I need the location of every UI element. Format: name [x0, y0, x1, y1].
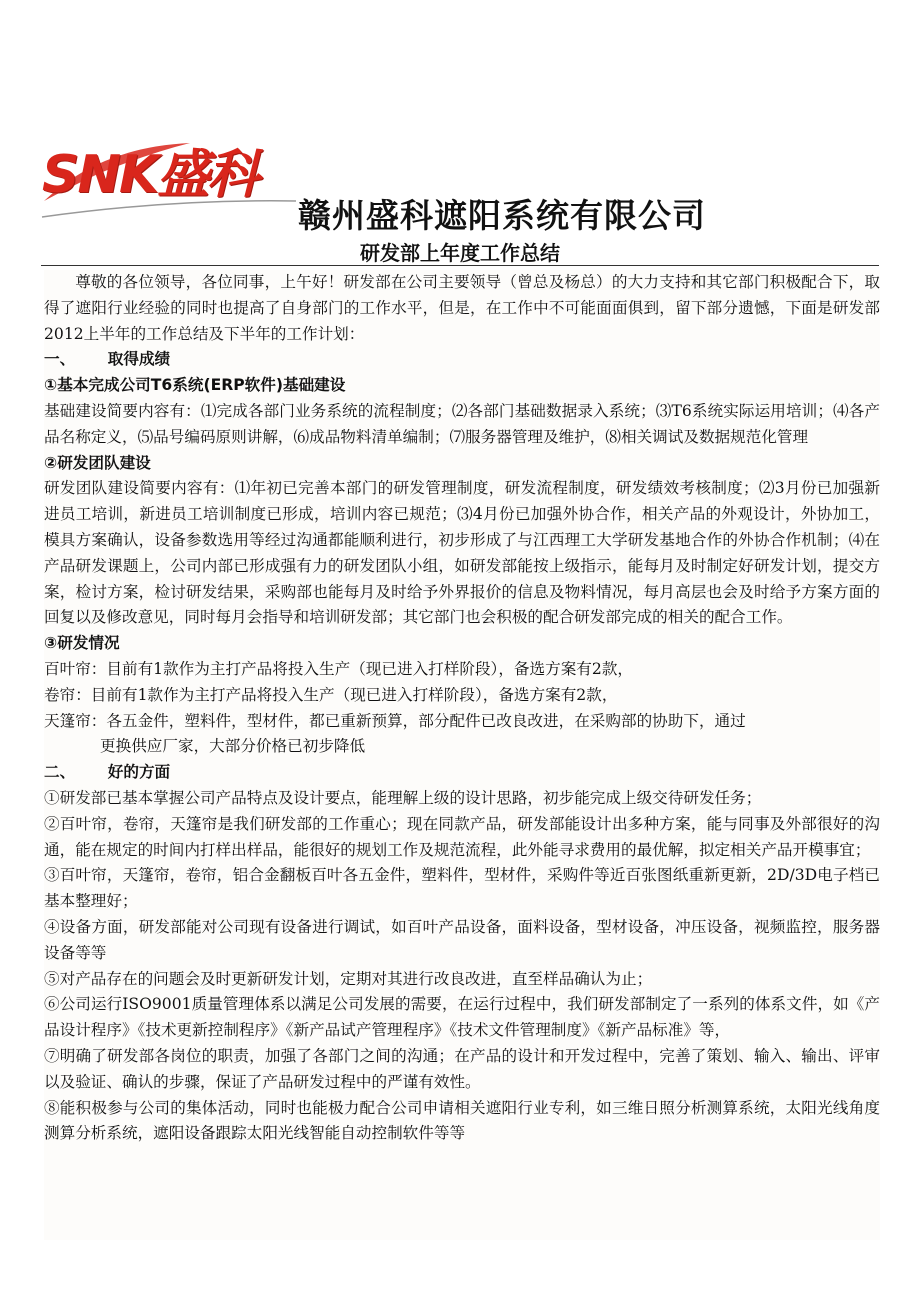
rd-line-continuation: 更换供应厂家，大部分价格已初步降低 [100, 737, 366, 756]
subsection-erp-title: ①基本完成公司T6系统(ERP软件)基础建设 [44, 376, 346, 395]
rd-line-skylight: 天篷帘：各五金件，塑料件，型材件，都已重新预算，部分配件已改良改进，在采购部的协助下，通过 [44, 711, 746, 730]
document-title: 研发部上年度工作总结 [360, 241, 560, 265]
list-item: ③百叶帘，天篷帘，卷帘，铝合金翻板百叶各五金件，塑料件，型材件，采购件等近百张图纸重新更新，2D/3D电子档已基本整理好； [44, 866, 880, 911]
list-item: ⑧能积极参与公司的集体活动，同时也能极力配合公司申请相关遮阳行业专利，如三维日照分析测算系统，太阳光线角度测算分析系统，遮阳设备跟踪太阳光线智能自动控制软件等等 [44, 1098, 880, 1143]
header-divider [41, 265, 879, 266]
list-item: ⑤对产品存在的问题会及时更新研发计划，定期对其进行改良改进，直至样品确认为止； [44, 969, 653, 988]
logo-text: SNK盛科 [42, 145, 258, 205]
section-1-heading: 一、 取得成绩 [44, 350, 171, 369]
section-2-heading: 二、 好的方面 [44, 763, 171, 782]
rd-line-blinds: 百叶帘：目前有1款作为主打产品将投入生产（现已进入打样阶段），备选方案有2款， [44, 659, 634, 678]
subsection-erp-text: 基础建设简要内容有：⑴完成各部门业务系统的流程制度；⑵各部门基础数据录入系统；⑶T6系统实际运用培训；⑷各产品名称定义，⑸品号编码原则讲解，⑹成品物料清单编制；⑺服务器管理及维护，⑻相关调试及数据规范化管理 [44, 401, 880, 446]
subsection-team-text: 研发团队建设简要内容有：⑴年初已完善本部门的研发管理制度，研发流程制度，研发绩效考核制度；⑵3月份已加强新进员工培训，新进员工培训制度已形成，培训内容已规范；⑶4月份已加强外协合作，相关产品的外观设计，外协加工，模具方案确认，设备参数选用等经过沟通都能顺利进行，初步形成了与江西理工大学研发基地合作的外协合作机制；⑷在产品研发课题上，公司内部已形成强有力的研发团队小组，如研发部能按上级指示，能每月及时制定好研发计划，提交方案，检讨方案，检讨研发结果，采购部也能每月及时给予外界报价的信息及物料情况，每月高层也会及时给予方案方面的回复以及修改意见，同时每月会指导和培训研发部；其它部门也会积极的配合研发部完成的相关的配合工作。 [44, 479, 880, 627]
subsection-team-title: ②研发团队建设 [44, 453, 151, 472]
company-name: 赣州盛科遮阳系统有限公司 [298, 196, 706, 235]
list-item: ⑦明确了研发部各岗位的职责，加强了各部门之间的沟通；在产品的设计和开发过程中，完善了策划、输入、输出、评审以及验证、确认的步骤，保证了产品研发过程中的严谨有效性。 [44, 1046, 880, 1091]
subsection-rd-title: ③研发情况 [44, 634, 120, 653]
company-logo [40, 139, 302, 231]
rd-line-roller: 卷帘：目前有1款作为主打产品将投入生产（现已进入打样阶段），备选方案有2款， [44, 685, 618, 704]
document-body [44, 270, 880, 1147]
list-item: ④设备方面，研发部能对公司现有设备进行调试，如百叶产品设备，面料设备，型材设备，冲压设备，视频监控，服务器设备等等 [44, 917, 880, 962]
list-item: ⑥公司运行ISO9001质量管理体系以满足公司发展的需要，在运行过程中，我们研发部制定了一系列的体系文件，如《产品设计程序》《技术更新控制程序》《新产品试产管理程序》《技术文件管理制度》《新产品标准》等， [44, 995, 880, 1040]
intro-paragraph: 尊敬的各位领导，各位同事，上午好！研发部在公司主要领导（曾总及杨总）的大力支持和其它部门积极配合下，取得了遮阳行业经验的同时也提高了自身部门的工作水平，但是，在工作中不可能面面俱到，留下部分遗憾，下面是研发部2012上半年的工作总结及下半年的工作计划： [44, 273, 880, 343]
list-item: ①研发部已基本掌握公司产品特点及设计要点，能理解上级的设计思路，初步能完成上级交待研发任务； [44, 788, 762, 807]
list-item: ②百叶帘，卷帘，天篷帘是我们研发部的工作重心；现在同款产品，研发部能设计出多种方案，能与同事及外部很好的沟通，能在规定的时间内打样出样品，能很好的规划工作及规范流程，此外能寻求费用的最优解，拟定相关产品开模事宜； [44, 814, 880, 859]
